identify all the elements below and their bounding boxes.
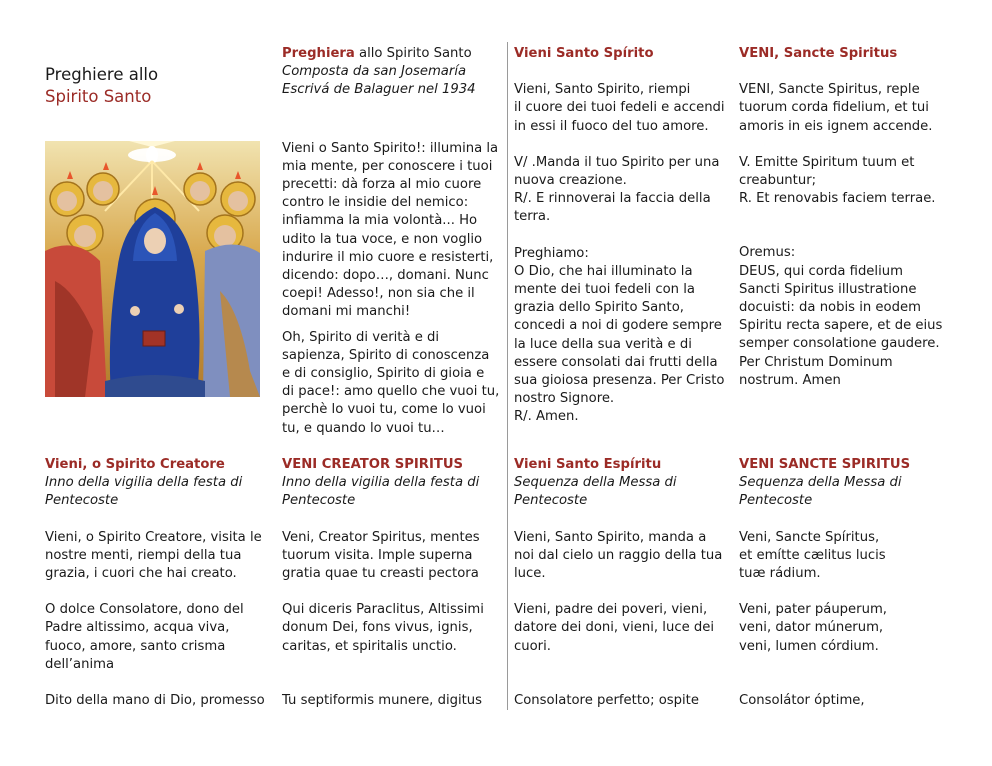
preghiera-heading: Preghiera allo Spirito Santo xyxy=(282,46,472,61)
vieni-creatore-section: Vieni, o Spirito Creatore Inno della vigilia della festa di Pentecoste Vieni, o Spirito Creatore, visita le nostre menti, riempi della tua grazia, i cuori che hai creato. O dolce Consolatore, dono del Padre altissimo, acqua viva, fuoco, amore, santo crisma dell’anima Dito della mano di Dio, promesso xyxy=(45,456,270,710)
section-heading: Vieni Santo Espíritu xyxy=(514,457,662,472)
section-heading: Vieni Santo Spírito xyxy=(514,46,654,61)
preghiera-subtitle: Escrivá de Balaguer nel 1934 xyxy=(282,82,476,98)
page-title-line2: Spirito Santo xyxy=(45,87,152,106)
veni-sancte-sequence-section: VENI SANCTE SPIRITUS Sequenza della Messa di Pentecoste Veni, Sancte Spíritus, et emítte cælitus lucis tuæ rádium. Veni, pater páuperum, veni, dator múnerum, veni, lumen córdium. Consolátor óptime, xyxy=(739,456,954,710)
vieni-santo-section: Vieni Santo Spírito Vieni, Santo Spirito, riempi il cuore dei tuoi fedeli e accendi in essi il fuoco del tuo amore. V/ .Manda il tuo Spirito per una nuova creazione. R/. E rinnoverai la faccia della terra. Preghiamo: O Dio, che hai illuminato la mente dei tuoi fedeli con la grazia dello Spirito Santo, concedi a noi di godere sempre la luce della sua verità e di essere consolati dai frutti della sua gioiosa presenza. Per Cristo nostro Signore. R/. Amen. xyxy=(514,45,729,427)
section-heading: VENI CREATOR SPIRITUS xyxy=(282,457,464,472)
section-heading: Vieni, o Spirito Creatore xyxy=(45,457,225,472)
section-heading: VENI, Sancte Spiritus xyxy=(739,46,898,61)
column-divider xyxy=(507,42,508,710)
section-heading: VENI SANCTE SPIRITUS xyxy=(739,457,911,472)
vieni-espiritu-section: Vieni Santo Espíritu Sequenza della Messa di Pentecoste Vieni, Santo Spirito, manda a noi dal cielo un raggio della tua luce. Vieni, padre dei poveri, vieni, datore dei doni, vieni, luce dei cuori. Consolatore perfetto; ospite xyxy=(514,456,729,710)
preghiera-section xyxy=(282,45,502,438)
page-title-line1: Preghiere allo xyxy=(45,65,159,84)
preghiera-paragraph: Vieni o Santo Spirito!: illumina la mia mente, per conoscere i tuoi precetti: dà forza al mio cuore contro le insidie del nemico: infiamma la mia volontà... Ho udito la tua voce, e non voglio indurire il mio cuore e resisterti, dicendo: dopo…, domani. Nunc coepi! Adesso!, non sia che il domani mi manchi! xyxy=(282,140,499,320)
veni-sancte-section: VENI, Sancte Spiritus VENI, Sancte Spiritus, reple tuorum corda fidelium, et tui amoris in eis ignem accende. V. Emitte Spiritum tuum et creabuntur; R. Et renovabis faciem terrae. Oremus: DEUS, qui corda fidelium Sancti Spiritus illustratione docuisti: da nobis in eodem Spiritu recta sapere, et de eius semper consolatione gaudere. Per Christum Dominum nostrum. Amen xyxy=(739,45,954,390)
pentecost-painting xyxy=(45,141,260,397)
preghiera-paragraph: Oh, Spirito di verità e di sapienza, Spirito di conoscenza e di consiglio, Spirito di gioia e di pace!: amo quello che vuoi tu, perchè lo vuoi tu, come lo vuoi tu, e quando lo vuoi tu… xyxy=(282,329,500,436)
preghiera-subtitle: Composta da san Josemaría xyxy=(282,64,467,80)
veni-creator-section: VENI CREATOR SPIRITUS Inno della vigilia della festa di Pentecoste Veni, Creator Spiritus, mentes tuorum visita. Imple superna gratia quae tu creasti pectora Qui diceris Paraclitus, Altissimi donum Dei, fons vivus, ignis, caritas, et spiritalis unctio. Tu septiformis munere, digitus xyxy=(282,456,502,710)
page-title xyxy=(45,64,158,108)
